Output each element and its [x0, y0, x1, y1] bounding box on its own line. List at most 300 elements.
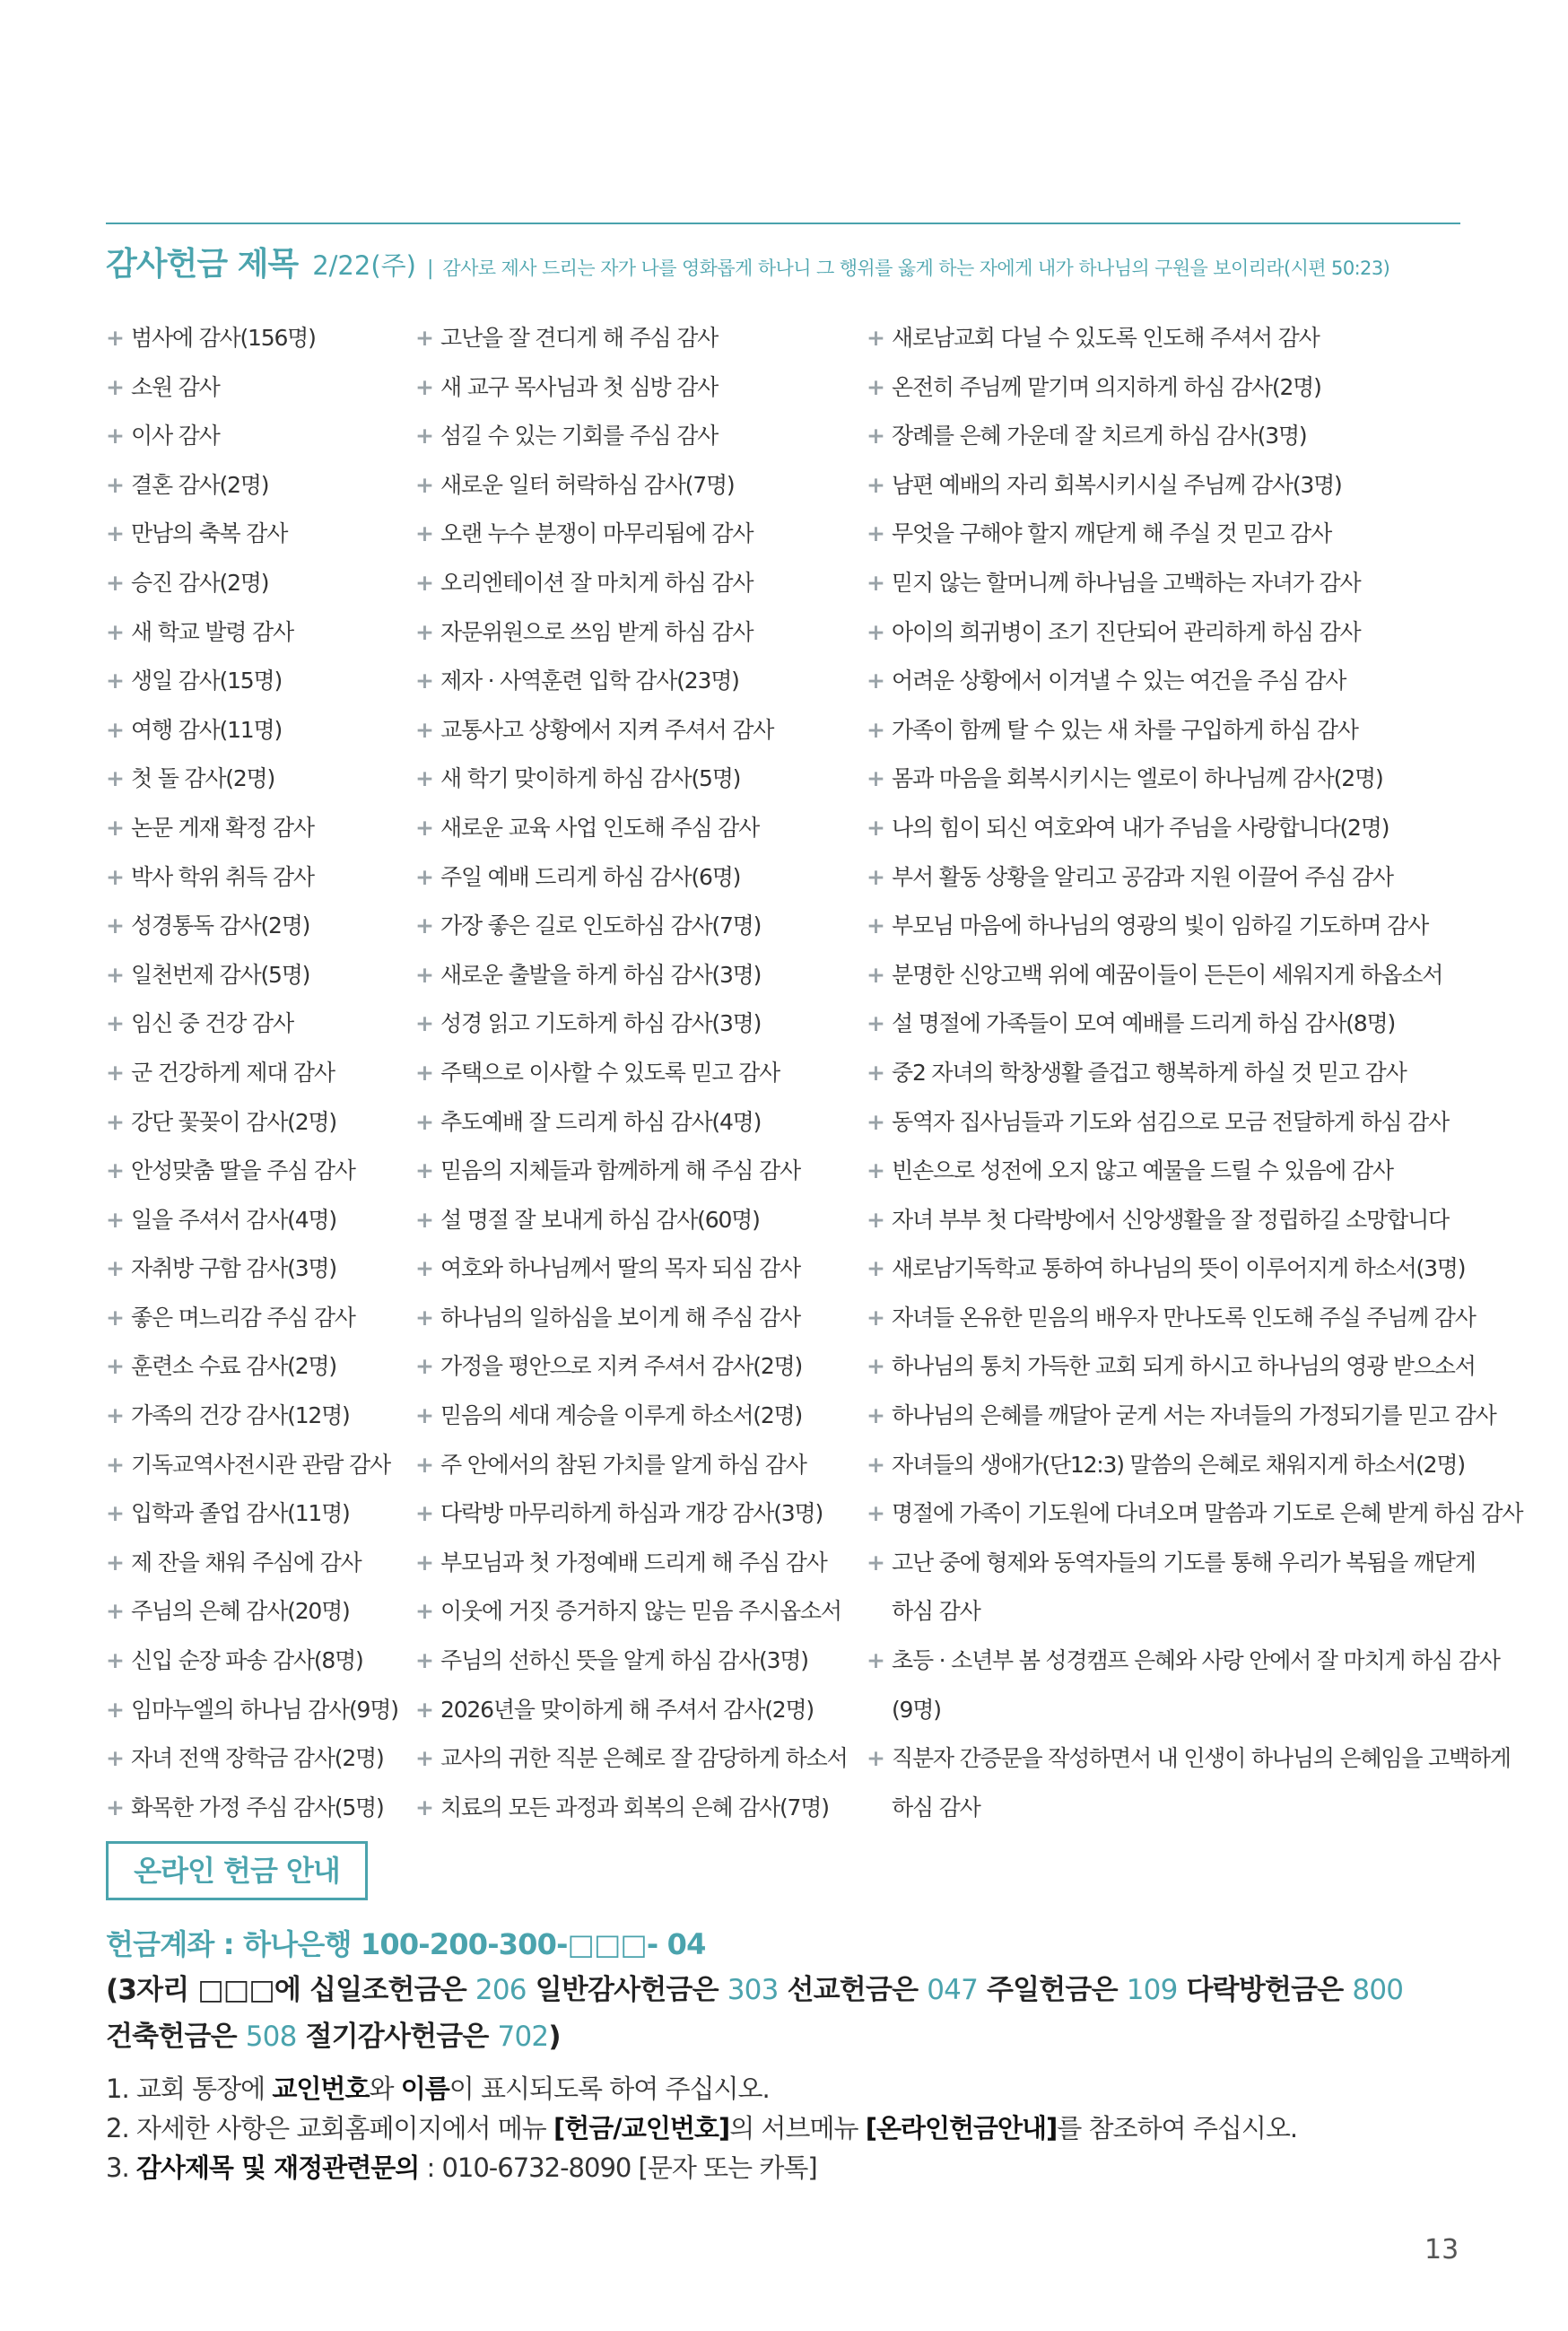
- thanks-item-text: 임마누엘의 하나님 감사(9명): [131, 1696, 398, 1723]
- plus-icon: +: [867, 1206, 884, 1233]
- plus-icon: +: [106, 1304, 124, 1331]
- plus-icon: +: [106, 912, 124, 939]
- thanks-item: [415, 1539, 864, 1588]
- plus-icon: +: [867, 961, 884, 988]
- note-2-text: 2. 자세한 사항은 교회홈페이지에서 메뉴: [106, 2113, 546, 2143]
- thanks-item-text: 제자 · 사역훈련 입학 감사(23명): [440, 668, 739, 694]
- plus-icon: +: [106, 1745, 124, 1772]
- plus-icon: +: [415, 1304, 433, 1331]
- thanks-item-text: 좋은 며느리감 주심 감사: [131, 1304, 355, 1331]
- thanks-item-text: 군 건강하게 제대 감사: [131, 1059, 335, 1086]
- thanks-item: [106, 657, 402, 706]
- plus-icon: +: [415, 961, 433, 988]
- plus-icon: +: [415, 1402, 433, 1429]
- thanks-item-text: 자녀들의 생애가(단12:3) 말씀의 은혜로 채워지게 하소서(2명): [892, 1451, 1465, 1478]
- thanks-item-text: 자문위원으로 쓰임 받게 하심 감사: [440, 618, 754, 645]
- plus-icon: +: [106, 765, 124, 792]
- thanks-item-text: 하심 감사: [892, 1794, 980, 1820]
- thanks-item: [415, 1686, 864, 1735]
- code-sunday: 109: [1126, 1974, 1178, 2006]
- note-3-contact: : 010-6732-8090 [문자 또는 카톡]: [426, 2152, 817, 2183]
- offering-codes: [106, 1967, 1505, 2060]
- note-2-text-end: 를 참조하여 주십시오.: [1057, 2113, 1298, 2143]
- plus-icon: +: [106, 471, 124, 498]
- thanks-item: [106, 1196, 402, 1245]
- plus-icon: +: [867, 520, 884, 547]
- plus-icon: +: [415, 1696, 433, 1723]
- thanks-column-2: [415, 314, 864, 1832]
- thanks-item: [106, 1489, 402, 1539]
- thanks-item-text: 성경 읽고 기도하게 하심 감사(3명): [440, 1010, 762, 1037]
- plus-icon: +: [106, 325, 124, 351]
- thanks-item: [415, 804, 864, 853]
- plus-icon: +: [106, 1549, 124, 1576]
- thanks-item: [415, 510, 864, 559]
- code-darak: 800: [1352, 1974, 1404, 2006]
- note-1-bold-member-no: 교인번호: [272, 2073, 370, 2104]
- plus-icon: +: [415, 1206, 433, 1233]
- thanks-item-text: 믿음의 세대 계승을 이루게 하소서(2명): [440, 1402, 803, 1429]
- thanks-item-text: 부모님과 첫 가정예배 드리게 해 주심 감사: [440, 1549, 827, 1576]
- label-mission: 선교헌금은: [787, 1974, 919, 2006]
- header-rule: [106, 223, 1460, 224]
- plus-icon: +: [867, 1010, 884, 1037]
- thanks-item-text: 박사 학위 취득 감사: [131, 863, 314, 890]
- section-date: 2/22(주): [312, 250, 416, 281]
- thanks-item-text: 분명한 신앙고백 위에 예꿈이들이 든든이 세워지게 하옵소서: [892, 961, 1443, 988]
- thanks-item: [415, 1147, 864, 1196]
- thanks-item-text: 자녀 전액 장학금 감사(2명): [131, 1745, 384, 1772]
- plus-icon: +: [415, 765, 433, 792]
- thanks-item: [415, 853, 864, 903]
- plus-icon: +: [867, 1745, 884, 1772]
- thanks-item: [106, 1294, 402, 1343]
- thanks-item: [867, 1244, 1512, 1294]
- plus-icon: +: [867, 668, 884, 694]
- plus-icon: +: [867, 471, 884, 498]
- plus-icon: +: [415, 1108, 433, 1135]
- thanks-item: [106, 755, 402, 804]
- thanks-item: [106, 1587, 402, 1637]
- plus-icon: +: [867, 912, 884, 939]
- note-3: [106, 2148, 1297, 2187]
- thanks-item-text: 새로운 교육 사업 인도해 주심 감사: [440, 814, 760, 841]
- thanks-item-text: 주님의 은혜 감사(20명): [131, 1598, 350, 1625]
- label-building: 건축헌금은: [106, 2021, 237, 2053]
- thanks-item: [106, 1342, 402, 1392]
- plus-icon: +: [415, 1794, 433, 1820]
- plus-icon: +: [415, 1010, 433, 1037]
- thanks-item-text: 이사 감사: [131, 423, 220, 450]
- label-general: 일반감사헌금은: [535, 1974, 719, 2006]
- thanks-item: [415, 1587, 864, 1637]
- thanks-item-text: 믿음의 지체들과 함께하게 해 주심 감사: [440, 1157, 800, 1184]
- plus-icon: +: [867, 423, 884, 450]
- thanks-item-text: 2026년을 맞이하게 해 주셔서 감사(2명): [440, 1696, 814, 1723]
- plus-icon: +: [415, 1451, 433, 1478]
- code-mission: 047: [927, 1974, 979, 2006]
- thanks-item-text: 추도예배 잘 드리게 하심 감사(4명): [440, 1108, 762, 1135]
- plus-icon: +: [106, 1451, 124, 1478]
- thanks-item: [415, 1098, 864, 1148]
- thanks-item-text: 강단 꽃꽂이 감사(2명): [131, 1108, 336, 1135]
- thanks-item-text: 오랜 누수 분쟁이 마무리됨에 감사: [440, 520, 754, 547]
- thanks-item: [867, 804, 1512, 853]
- thanks-item-text: 교사의 귀한 직분 은혜로 잘 감당하게 하소서: [440, 1745, 848, 1772]
- plus-icon: +: [867, 325, 884, 351]
- thanks-item: [415, 1489, 864, 1539]
- thanks-item: [106, 1244, 402, 1294]
- thanks-item: [867, 1686, 1512, 1735]
- thanks-item: [415, 1441, 864, 1490]
- plus-icon: +: [106, 1794, 124, 1820]
- plus-icon: +: [867, 1451, 884, 1478]
- plus-icon: +: [106, 373, 124, 400]
- thanks-item-text: 섬길 수 있는 기회를 주심 감사: [440, 423, 719, 450]
- thanks-item-text: 만남의 축복 감사: [131, 520, 288, 547]
- plus-icon: +: [415, 814, 433, 841]
- plus-icon: +: [415, 1353, 433, 1380]
- thanks-item-text: 부모님 마음에 하나님의 영광의 빛이 임하길 기도하며 감사: [892, 912, 1429, 939]
- thanks-item-text: 하나님의 통치 가득한 교회 되게 하시고 하나님의 영광 받으소서: [892, 1353, 1476, 1380]
- thanks-item-text: 설 명절에 가족들이 모여 예배를 드리게 하심 감사(8명): [892, 1010, 1395, 1037]
- thanks-item-text: 하나님의 은혜를 깨달아 굳게 서는 자녀들의 가정되기를 믿고 감사: [892, 1402, 1496, 1429]
- code-season: 702: [497, 2021, 549, 2053]
- plus-icon: +: [106, 1206, 124, 1233]
- code-general: 303: [727, 1974, 779, 2006]
- thanks-item-text: 새 학교 발령 감사: [131, 618, 293, 645]
- plus-icon: +: [106, 1500, 124, 1527]
- thanks-item: [415, 657, 864, 706]
- note-1-text: 1. 교회 통장에: [106, 2073, 266, 2104]
- thanks-item: [867, 1294, 1512, 1343]
- section-title: 감사헌금 제목: [106, 246, 299, 283]
- thanks-item: [106, 951, 402, 1000]
- thanks-item-text: 하나님의 일하심을 보이게 해 주심 감사: [440, 1304, 800, 1331]
- plus-icon: +: [106, 1010, 124, 1037]
- note-1: [106, 2069, 1297, 2108]
- plus-icon: +: [106, 1402, 124, 1429]
- plus-icon: +: [106, 1108, 124, 1135]
- thanks-item-text: 새로운 일터 허락하심 감사(7명): [440, 471, 735, 498]
- thanks-item-text: 일천번제 감사(5명): [131, 961, 310, 988]
- plus-icon: +: [867, 1304, 884, 1331]
- thanks-item: [415, 412, 864, 461]
- thanks-item: [867, 1147, 1512, 1196]
- plus-icon: +: [106, 1059, 124, 1086]
- codes-suffix: ): [548, 2021, 561, 2053]
- section-header: [106, 239, 1505, 292]
- thanks-item-text: 논문 게재 확정 감사: [131, 814, 314, 841]
- plus-icon: +: [415, 1549, 433, 1576]
- thanks-item-text: 새로남교회 다닐 수 있도록 인도해 주셔서 감사: [892, 325, 1320, 351]
- thanks-item: [867, 608, 1512, 658]
- plus-icon: +: [415, 1647, 433, 1674]
- thanks-item-text: 동역자 집사님들과 기도와 섬김으로 모금 전달하게 하심 감사: [892, 1108, 1449, 1135]
- plus-icon: +: [415, 1255, 433, 1282]
- plus-icon: +: [867, 373, 884, 400]
- thanks-item: [415, 1000, 864, 1049]
- thanks-item-text: 주님의 선하신 뜻을 알게 하심 감사(3명): [440, 1647, 808, 1674]
- thanks-item: [867, 1637, 1512, 1686]
- thanks-item: [867, 1489, 1523, 1539]
- plus-icon: +: [106, 668, 124, 694]
- thanks-item: [106, 412, 402, 461]
- code-tithe: 206: [475, 1974, 527, 2006]
- plus-icon: +: [106, 423, 124, 450]
- thanks-item: [415, 902, 864, 951]
- thanks-item: [106, 1049, 402, 1098]
- thanks-item-text: 가장 좋은 길로 인도하심 감사(7명): [440, 912, 762, 939]
- thanks-item: [106, 1539, 402, 1588]
- thanks-item: [415, 559, 864, 608]
- plus-icon: +: [415, 863, 433, 890]
- thanks-item-text: 여행 감사(11명): [131, 716, 283, 743]
- plus-icon: +: [415, 618, 433, 645]
- thanks-item: [106, 1734, 402, 1784]
- thanks-item-text: 제 잔을 채워 주심에 감사: [131, 1549, 362, 1576]
- plus-icon: +: [415, 1598, 433, 1625]
- label-season: 절기감사헌금은: [305, 2021, 489, 2053]
- thanks-item: [106, 1098, 402, 1148]
- thanks-item: [867, 1784, 1512, 1833]
- thanks-item: [106, 363, 402, 413]
- thanks-item-text: 기독교역사전시관 관람 감사: [131, 1451, 390, 1478]
- plus-icon: +: [415, 912, 433, 939]
- plus-icon: +: [106, 1255, 124, 1282]
- thanks-item-text: 직분자 간증문을 작성하면서 내 인생이 하나님의 은혜임을 고백하게: [892, 1745, 1511, 1772]
- plus-icon: +: [106, 569, 124, 596]
- thanks-item-text: 온전히 주님께 맡기며 의지하게 하심 감사(2명): [892, 373, 1321, 400]
- thanks-item-text: 새로운 출발을 하게 하심 감사(3명): [440, 961, 762, 988]
- plus-icon: +: [415, 423, 433, 450]
- plus-icon: +: [867, 863, 884, 890]
- thanks-item-text: 새 학기 맞이하게 하심 감사(5명): [440, 765, 741, 792]
- label-darak: 다락방헌금은: [1186, 1974, 1344, 2006]
- plus-icon: +: [867, 569, 884, 596]
- thanks-item: [415, 755, 864, 804]
- plus-icon: +: [867, 1108, 884, 1135]
- thanks-item: [106, 1392, 402, 1441]
- thanks-item-text: 임신 중 건강 감사: [131, 1010, 293, 1037]
- thanks-item: [867, 755, 1512, 804]
- plus-icon: +: [415, 1745, 433, 1772]
- plus-icon: +: [415, 325, 433, 351]
- note-2: [106, 2108, 1297, 2148]
- thanks-item-text: 무엇을 구해야 할지 깨닫게 해 주실 것 믿고 감사: [892, 520, 1332, 547]
- thanks-item: [106, 1637, 402, 1686]
- note-2-bold-submenu: [온라인헌금안내]: [865, 2113, 1058, 2143]
- thanks-item: [106, 1686, 402, 1735]
- thanks-item-text: 다락방 마무리하게 하심과 개강 감사(3명): [440, 1500, 823, 1527]
- plus-icon: +: [867, 716, 884, 743]
- thanks-item-text: 자취방 구함 감사(3명): [131, 1255, 336, 1282]
- thanks-item: [867, 1734, 1512, 1784]
- thanks-item: [106, 1441, 402, 1490]
- thanks-column-3: [867, 314, 1523, 1832]
- thanks-item-text: 결혼 감사(2명): [131, 471, 269, 498]
- thanks-item-text: 자녀들 온유한 믿음의 배우자 만나도록 인도해 주실 주님께 감사: [892, 1304, 1476, 1331]
- plus-icon: +: [415, 716, 433, 743]
- thanks-item-text: 일을 주셔서 감사(4명): [131, 1206, 336, 1233]
- plus-icon: +: [415, 520, 433, 547]
- thanks-item-text: 초등 · 소년부 봄 성경캠프 은혜와 사랑 안에서 잘 마치게 하심 감사: [892, 1647, 1500, 1674]
- thanks-item-text: 첫 돌 감사(2명): [131, 765, 275, 792]
- thanks-item: [867, 559, 1512, 608]
- thanks-item: [867, 1392, 1512, 1441]
- thanks-item: [106, 510, 402, 559]
- note-2-text-mid: 의 서브메뉴: [729, 2113, 858, 2143]
- plus-icon: +: [415, 373, 433, 400]
- plus-icon: +: [867, 1353, 884, 1380]
- thanks-item: [415, 314, 864, 363]
- plus-icon: +: [415, 668, 433, 694]
- thanks-item: [415, 363, 864, 413]
- plus-icon: +: [867, 1255, 884, 1282]
- plus-icon: +: [106, 1157, 124, 1184]
- thanks-item-text: 범사에 감사(156명): [131, 325, 316, 351]
- thanks-item-text: 치료의 모든 과정과 회복의 은혜 감사(7명): [440, 1794, 829, 1820]
- thanks-item-text: (9명): [892, 1696, 941, 1723]
- thanks-item: [415, 1196, 864, 1245]
- note-2-bold-menu: [헌금/교인번호]: [553, 2113, 730, 2143]
- plus-icon: +: [106, 961, 124, 988]
- thanks-item: [106, 853, 402, 903]
- plus-icon: +: [106, 1353, 124, 1380]
- plus-icon: +: [415, 1500, 433, 1527]
- thanks-item-text: 명절에 가족이 기도원에 다녀오며 말씀과 기도로 은혜 받게 하심 감사: [892, 1500, 1523, 1527]
- thanks-item-text: 가정을 평안으로 지켜 주셔서 감사(2명): [440, 1353, 803, 1380]
- thanks-item: [867, 902, 1512, 951]
- codes-prefix: (3자리 □□□에 십일조헌금은: [106, 1974, 466, 2006]
- header-separator: |: [426, 258, 434, 280]
- note-1-text-end: 이 표시되도록 하여 주십시오.: [449, 2073, 770, 2104]
- thanks-item-text: 안성맞춤 딸을 주심 감사: [131, 1157, 355, 1184]
- thanks-column-1: [106, 314, 402, 1832]
- plus-icon: +: [106, 1647, 124, 1674]
- thanks-item-text: 교통사고 상황에서 지켜 주셔서 감사: [440, 716, 774, 743]
- thanks-item-text: 중2 자녀의 학창생활 즐겁고 행복하게 하실 것 믿고 감사: [892, 1059, 1407, 1086]
- thanks-item: [415, 951, 864, 1000]
- plus-icon: +: [867, 1647, 884, 1674]
- thanks-item-text: 하심 감사: [892, 1598, 980, 1625]
- thanks-item: [867, 412, 1512, 461]
- thanks-item-text: 빈손으로 성전에 오지 않고 예물을 드릴 수 있음에 감사: [892, 1157, 1393, 1184]
- thanks-item-text: 남편 예배의 자리 회복시키시실 주님께 감사(3명): [892, 471, 1342, 498]
- thanks-item: [415, 461, 864, 511]
- thanks-item-text: 오리엔테이션 잘 마치게 하심 감사: [440, 569, 754, 596]
- thanks-item-text: 생일 감사(15명): [131, 668, 283, 694]
- thanks-item: [867, 1441, 1512, 1490]
- thanks-item: [415, 1637, 864, 1686]
- thanks-item: [106, 608, 402, 658]
- thanks-item-text: 화목한 가정 주심 감사(5명): [131, 1794, 384, 1820]
- note-1-text-mid: 와: [369, 2073, 394, 2104]
- thanks-item: [415, 1294, 864, 1343]
- thanks-item-text: 주 안에서의 참된 가치를 알게 하심 감사: [440, 1451, 806, 1478]
- thanks-item: [867, 657, 1512, 706]
- thanks-item: [867, 1539, 1512, 1588]
- plus-icon: +: [867, 618, 884, 645]
- plus-icon: +: [106, 1696, 124, 1723]
- thanks-item: [415, 1392, 864, 1441]
- note-3-bold-inquiry: 감사제목 및 재정관련문의: [135, 2152, 420, 2183]
- thanks-item: [415, 1342, 864, 1392]
- thanks-item: [415, 1784, 864, 1833]
- thanks-item-text: 훈련소 수료 감사(2명): [131, 1353, 336, 1380]
- thanks-item-text: 여호와 하나님께서 딸의 목자 되심 감사: [440, 1255, 800, 1282]
- thanks-item-text: 주택으로 이사할 수 있도록 믿고 감사: [440, 1059, 780, 1086]
- thanks-item: [867, 461, 1512, 511]
- thanks-item: [106, 1000, 402, 1049]
- plus-icon: +: [867, 1549, 884, 1576]
- note-1-bold-name: 이름: [400, 2073, 449, 2104]
- thanks-item-text: 고난을 잘 견디게 해 주심 감사: [440, 325, 719, 351]
- thanks-item: [867, 853, 1512, 903]
- thanks-item: [106, 461, 402, 511]
- thanks-item: [867, 706, 1512, 755]
- thanks-item-text: 소원 감사: [131, 373, 220, 400]
- note-3-text: 3.: [106, 2152, 129, 2183]
- thanks-item: [415, 1049, 864, 1098]
- plus-icon: +: [415, 471, 433, 498]
- thanks-item: [106, 1784, 402, 1833]
- plus-icon: +: [106, 1598, 124, 1625]
- plus-icon: +: [415, 1059, 433, 1086]
- thanks-item: [867, 1000, 1512, 1049]
- thanks-item-text: 새로남기독학교 통하여 하나님의 뜻이 이루어지게 하소서(3명): [892, 1255, 1466, 1282]
- thanks-item: [106, 706, 402, 755]
- thanks-item: [106, 559, 402, 608]
- thanks-item: [415, 1734, 864, 1784]
- thanks-item-text: 성경통독 감사(2명): [131, 912, 310, 939]
- plus-icon: +: [867, 1059, 884, 1086]
- plus-icon: +: [106, 618, 124, 645]
- thanks-item: [867, 1098, 1512, 1148]
- account-info: 헌금계좌 : 하나은행 100-200-300-□□□- 04: [106, 1927, 706, 1961]
- thanks-item: [106, 1147, 402, 1196]
- thanks-item: [867, 1342, 1512, 1392]
- thanks-item: [867, 1049, 1512, 1098]
- plus-icon: +: [867, 1500, 884, 1527]
- code-building: 508: [245, 2021, 297, 2053]
- thanks-item: [867, 363, 1512, 413]
- thanks-item-text: 믿지 않는 할머니께 하나님을 고백하는 자녀가 감사: [892, 569, 1361, 596]
- plus-icon: +: [415, 569, 433, 596]
- plus-icon: +: [106, 863, 124, 890]
- thanks-item-text: 자녀 부부 첫 다락방에서 신앙생활을 잘 정립하길 소망합니다: [892, 1206, 1449, 1233]
- plus-icon: +: [867, 765, 884, 792]
- thanks-item-text: 나의 힘이 되신 여호와여 내가 주님을 사랑합니다(2명): [892, 814, 1389, 841]
- thanks-item-text: 주일 예배 드리게 하심 감사(6명): [440, 863, 741, 890]
- thanks-item: [867, 314, 1512, 363]
- thanks-item-text: 설 명절 잘 보내게 하심 감사(60명): [440, 1206, 760, 1233]
- plus-icon: +: [106, 814, 124, 841]
- thanks-item-text: 가족이 함께 탈 수 있는 새 차를 구입하게 하심 감사: [892, 716, 1358, 743]
- thanks-item: [106, 902, 402, 951]
- thanks-item-text: 부서 활동 상황을 알리고 공감과 지원 이끌어 주심 감사: [892, 863, 1393, 890]
- plus-icon: +: [106, 520, 124, 547]
- thanks-item: [415, 1244, 864, 1294]
- thanks-item-text: 어려운 상황에서 이겨낼 수 있는 여건을 주심 감사: [892, 668, 1346, 694]
- thanks-item: [415, 608, 864, 658]
- plus-icon: +: [106, 716, 124, 743]
- thanks-item: [106, 314, 402, 363]
- thanks-item-text: 신입 순장 파송 감사(8명): [131, 1647, 363, 1674]
- thanks-item-text: 가족의 건강 감사(12명): [131, 1402, 350, 1429]
- thanks-item: [867, 510, 1512, 559]
- thanks-item: [867, 1587, 1512, 1637]
